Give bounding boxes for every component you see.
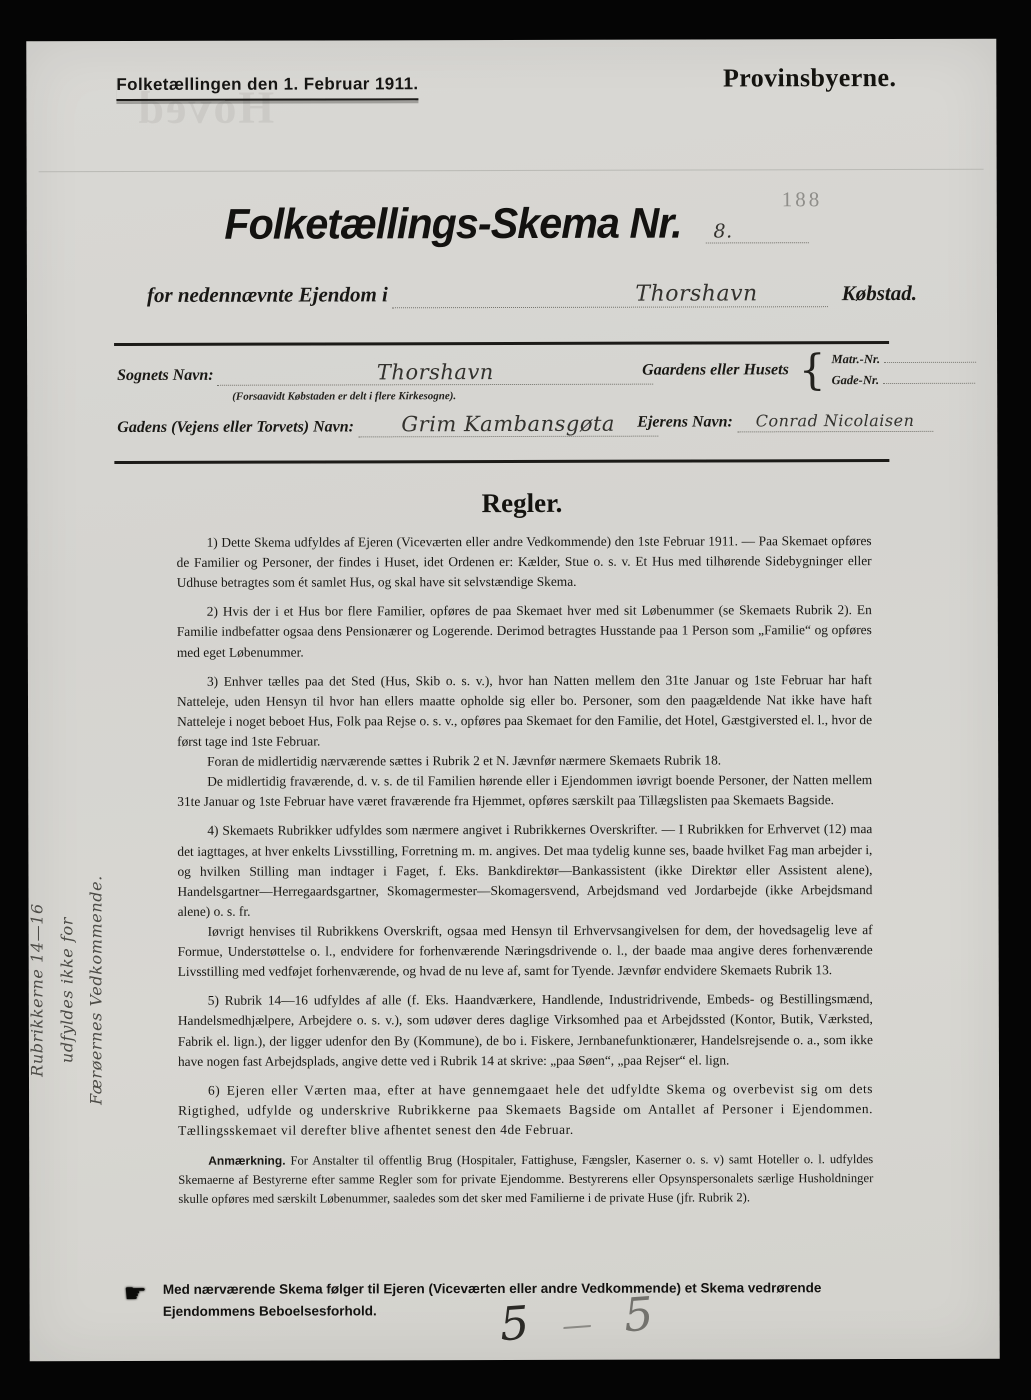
subtitle-row bbox=[147, 281, 917, 309]
provincial-towns-heading: Provinsbyerne. bbox=[722, 62, 897, 93]
street-handwritten: Grim Kambansgøta bbox=[401, 411, 615, 437]
remark-paragraph bbox=[178, 1150, 873, 1208]
tally-digit-2: 5 bbox=[622, 1286, 658, 1343]
rule-paragraph-3: 3) Enhver tælles paa det Sted (Hus, Skib o. s. v.), hvor han Natten mellem den 31te Januar og 1ste Februar har haft Natteleje, uden Hensyn til hvor han ellers maatte opholde sig eller bo. Personer, som den paagældende Nat ikke have haft Natteleje i noget beboet Hus, Folk paa Rejse o. s. v., opføres paa Skemaet for den Familie, det Hotel, Gæstgiversted el. l., hvor de først tage ind 1ste Februar. bbox=[176, 671, 873, 749]
remark-label: Anmærkning. bbox=[208, 1153, 286, 1168]
remark-text: For Anstalter til offentlig Brug (Hospitaler, Fattighuse, Fængsler, Kaserner o. s. v) samt Hoteller o. l. udfyldes Skemaerne af Bestyrerne efter samme Regler som for private Ejendomme. Bestyrerens eller Opsynspersonalets særlige Husholdninger skulle opføres med særskilt Løbenummer, saaledes som det sker med Familierne i de private Huse (jfr. Rubrik 2). bbox=[178, 1152, 874, 1206]
gade-field bbox=[883, 382, 975, 383]
footer-text: Med nærværende Skema følger til Ejeren (Viceværten eller andre Vedkommende) et Skema vedrørende Ejendommens Beboelsesforhold. bbox=[162, 1280, 822, 1320]
gade-row bbox=[832, 372, 977, 387]
stamp-number: 188 bbox=[781, 187, 823, 212]
street-row bbox=[117, 412, 662, 438]
parish-footnote: (Forsaavidt Købstaden er delt i flere Kirkesogne). bbox=[232, 390, 457, 403]
rule-paragraph-5: 5) Rubrik 14—16 udfyldes af alle (f. Eks. Haandværkere, Handlende, Industridrivende, Embeds- og Bestillingsmænd, Handelsmedhjælpere, Arbejdere o. s. v.), som udøver deres daglige Virksomhed paa et Arbejdssted (Kontor, Butik, Værksted, Fabrik el. lign.), der ligger udenfor den By (Kommune), de bo i. Fiskere, Jernbanefunktionærer, Handelsrejsende o. a., som ikke have nogen fast Arbejdsplads, angive dette ved i Rubrik 14 at skrive: „paa Søen“, „paa Rejser“ el. lign. bbox=[177, 991, 873, 1069]
property-number-fields bbox=[831, 351, 976, 387]
property-number-group bbox=[642, 345, 976, 395]
owner-field bbox=[737, 411, 933, 433]
tally-dash: — bbox=[560, 1306, 596, 1344]
margin-annotation bbox=[23, 820, 112, 1160]
rule-paragraph-3b: De midlertidig fraværende, d. v. s. de til Familien hørende eller i Ejendommen iøvrigt boende Personer, der Natten mellem 31te Januar og 1ste Februar have været fraværende fra Hjemmet, opføres særskilt paa Tillægslisten paa Skemaets Bagside. bbox=[177, 772, 873, 810]
margin-annotation-line1: Rubrikkerne 14—16 bbox=[27, 903, 47, 1077]
matr-row bbox=[831, 351, 976, 366]
street-label: Gadens (Vejens eller Torvets) Navn: bbox=[117, 418, 355, 437]
margin-annotation-line3: Færøernes Vedkommende. bbox=[86, 875, 106, 1105]
census-date-heading: Folketællingen den 1. Februar 1911. bbox=[116, 74, 418, 101]
rule-paragraph-6: 6) Ejeren eller Værten maa, efter at have gennemgaaet hele det udfyldte Skema og overbevist sig om dets Rigtighed, udfylde og underskrive Rubrikkerne paa Skemaets Bagside om Antallet af Personer i Ejendommen. Tællingsskemaet vil derefter blive afhentet senest den 4de Februar. bbox=[178, 1080, 874, 1138]
parish-handwritten: Thorshavn bbox=[376, 360, 494, 385]
parish-label: Sognets Navn: bbox=[117, 366, 214, 385]
bleedthrough-text: Hoved bbox=[136, 81, 275, 133]
rules-text-block bbox=[177, 531, 874, 1209]
rule-paragraph-4: 4) Skemaets Rubrikker udfyldes som nærmere angivet i Rubrikkernes Overskrifter. — I Rubrikken for Erhvervet (12) maa det iagttages, at hver enkelts Livsstilling, Forretning m. m. angives. Det maa tydelig kunne ses, baade hvilket Fag man arbejder i, og hvilken Stilling man indtager i Faget, f. Eks. Bankdirektør—Bankassistent (ikke Direktør eller Assistent alene), Handelsgartner—Herregaardsgartner, Skomagermester—Skomagersvend, Arbejdsmand ved Jordarbejde (ikke Arbejdsmand alene) o. s. fr. bbox=[177, 821, 873, 919]
gade-label: Gade-Nr. bbox=[831, 372, 880, 387]
form-number-field bbox=[705, 220, 808, 243]
matr-label: Matr.-Nr. bbox=[831, 351, 881, 366]
owner-handwritten: Conrad Nicolaisen bbox=[755, 410, 915, 431]
pointing-hand-icon: ☛ bbox=[123, 1278, 147, 1310]
form-number-handwritten: 8. bbox=[713, 220, 733, 243]
town-field bbox=[392, 281, 828, 308]
subtitle-label: for nedennævnte Ejendom i bbox=[146, 282, 388, 307]
town-handwritten: Thorshavn bbox=[635, 281, 758, 307]
rule-paragraph-3a: Foran de midlertidig nærværende sættes i Rubrik 2 et N. Jævnfør nærmere Skemaets Rubrik 18. bbox=[207, 752, 722, 769]
tally-digit-1: 5 bbox=[497, 1295, 533, 1352]
rule-paragraph-1: 1) Dette Skema udfyldes af Ejeren (Viceværten eller andre Vedkommende) den 1ste Februar 1911. — Paa Skemaet opføres de Familier og Personer, der findes i Huset, idet Ordenen er: Kælder, Stue o. s. v. Et Hus med tilhørende Sidebygninger eller Udhuse betragtes som ét samlet Hus, og skal have sit selvstændige Skema. bbox=[176, 533, 872, 591]
margin-annotation-line2: udfyldes ikke for bbox=[57, 916, 77, 1064]
handwritten-tally bbox=[498, 1286, 657, 1351]
street-field bbox=[358, 412, 658, 438]
rule-paragraph-2: 2) Hvis der i et Hus bor flere Familier, opføres de paa Skemaet hver med sit Løbenummer (se Skemaets Rubrik 2). En Familie indbefatter ogsaa dens Pensionærer og Logerende. Derimod betragtes Husstande paa 1 Person som „Familie“ og opføres med eget Løbenummer. bbox=[176, 602, 872, 660]
property-label: Gaardens eller Husets bbox=[642, 360, 789, 379]
bleedthrough-rule bbox=[39, 169, 984, 172]
rule-paragraph-4a: Iøvrigt henvises til Rubrikkens Overskrift, ogsaa med Hensyn til Erhvervsangivelsen for dem, der hovedsagelig leve af Formue, Understøttelse o. l., endvidere for forhenværende Næringsdrivende o. l., der baade maa angive deres forhenværende Livsstilling med vedføjet forhenværende, og hvad de nu leve af, samt for Tyende. Jævnfør endvidere Skemaets Rubrik 13. bbox=[177, 922, 873, 980]
form-title: Folketællings-Skema Nr. bbox=[224, 199, 683, 249]
paper-sheet bbox=[26, 39, 999, 1362]
owner-label: Ejerens Navn: bbox=[637, 413, 733, 431]
brace-glyph: { bbox=[798, 345, 826, 395]
title-row bbox=[117, 199, 907, 250]
parish-row bbox=[117, 360, 657, 386]
divider-rule-bottom bbox=[114, 459, 889, 464]
matr-field bbox=[884, 361, 976, 362]
parish-field bbox=[218, 360, 654, 386]
subtitle-suffix: Købstad. bbox=[841, 280, 917, 306]
owner-row bbox=[637, 411, 937, 433]
rules-heading: Regler. bbox=[481, 487, 563, 519]
